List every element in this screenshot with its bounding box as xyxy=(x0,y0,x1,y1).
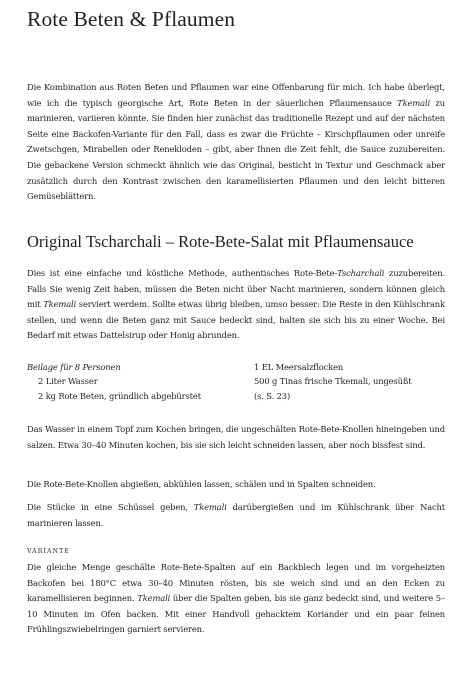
ingredient-column-right xyxy=(254,360,454,403)
step-text: darübergießen und im Kühlschrank über Nacht marinieren lassen. xyxy=(27,502,445,528)
variant-emphasis: Tkemali xyxy=(137,593,171,604)
page-title: Rote Beten & Pflaumen xyxy=(27,7,236,31)
ingredient-item: 1 EL Meersalzflocken xyxy=(254,362,344,372)
step-text: Die Stücke in eine Schüssel geben, xyxy=(27,502,194,512)
variant-text: über die Spalten geben, bis sie ganz bedeckt sind, und weitere 5–10 Minuten im Ofen backen. Mit einer Handvoll gehacktem Koriander und ein paar feinen Frühlingszwiebelringen garniert servieren. xyxy=(27,593,445,635)
ingredient-item: 2 kg Rote Beten, gründlich abgebürstet xyxy=(38,390,201,401)
method-emphasis: Tscharchali xyxy=(337,268,385,278)
instruction-step: Die Rote-Bete-Knollen abgießen, abkühlen lassen, schälen und in Spalten schneiden. xyxy=(27,479,376,489)
ingredient-item: (s. S. 23) xyxy=(254,390,291,401)
ingredient-column-left xyxy=(27,360,247,403)
variant-paragraph xyxy=(27,560,445,638)
intro-paragraph xyxy=(27,80,445,205)
intro-text: zu marinieren, variieren könnte. Sie finden hier zunächst das traditionelle Rezept und auf der nächsten Seite eine Backofen-Variante für den Fall, dass es zwar die Früchte – Kirschpflaumen oder unreife Zwetschgen, Mirabellen oder Renekloden – gibt, aber Ihnen die Zeit fehlt, die Sauce zuzubereiten. Die gebackene Version schmeckt ähnlich wie das Original, besticht in Textur und Geschmack aber zusätzlich durch den Kontrast zwischen den karamellisierten Pflaumen und den leicht bitteren Gemüseblättern. xyxy=(27,97,445,202)
section-title: Original Tscharchali – Rote-Bete-Salat mit Pflaumensauce xyxy=(27,232,414,251)
ingredient-item: 2 Liter Wasser xyxy=(38,376,98,387)
servings-label: Beilage für 8 Personen xyxy=(27,362,121,372)
intro-text: Die Kombination aus Roten Beten und Pflaumen war eine Offenbarung für mich. Ich habe überlegt, wie ich die typisch georgische Art, Rote Beten in der säuerlichen Pflaumensauce xyxy=(27,82,445,108)
variant-heading: VARIANTE xyxy=(27,548,70,555)
method-text: zuzubereiten. Falls Sie wenig Zeit haben, müssen die Beten nicht über Nacht marinieren, sondern können gleich mit xyxy=(27,268,445,310)
variant-text: Die gleiche Menge geschälte Rote-Bete-Spalten auf ein Backblech legen und im vorgeheizten Backofen bei 180°C etwa 30–40 Minuten rösten, bis sie weich sind und an den Ecken zu karamellisieren beginnen. xyxy=(27,562,445,604)
step-emphasis: Tkemali xyxy=(193,502,227,512)
method-emphasis: Tkemali xyxy=(43,299,77,310)
intro-emphasis: Tkemali xyxy=(397,97,430,108)
ingredient-item: 500 g Tinas frische Tkemali, ungesüßt xyxy=(254,376,412,387)
instruction-step: Das Wasser in einem Topf zum Kochen bringen, die ungeschälten Rote-Bete-Knollen hineingeben und salzen. Etwa 30–40 Minuten kochen, bis sie sich leicht schneiden lassen, aber noch bissfest sind. xyxy=(27,424,445,450)
method-text: Dies ist eine einfache und köstliche Methode, authentisches Rote-Bete- xyxy=(27,268,338,278)
method-paragraph xyxy=(27,266,445,344)
method-text: serviert werdem. Sollte etwas übrig bleiben, umso besser: Die Reste in den Kühlschrank stellen, und wenn die Beten ganz mit Sauce bedeckt sind, halten sie sich bis zu einer Woche. Bei Bedarf mit etwas Dattelsirup oder Honig abrunden. xyxy=(27,299,445,341)
instruction-step xyxy=(27,500,445,531)
